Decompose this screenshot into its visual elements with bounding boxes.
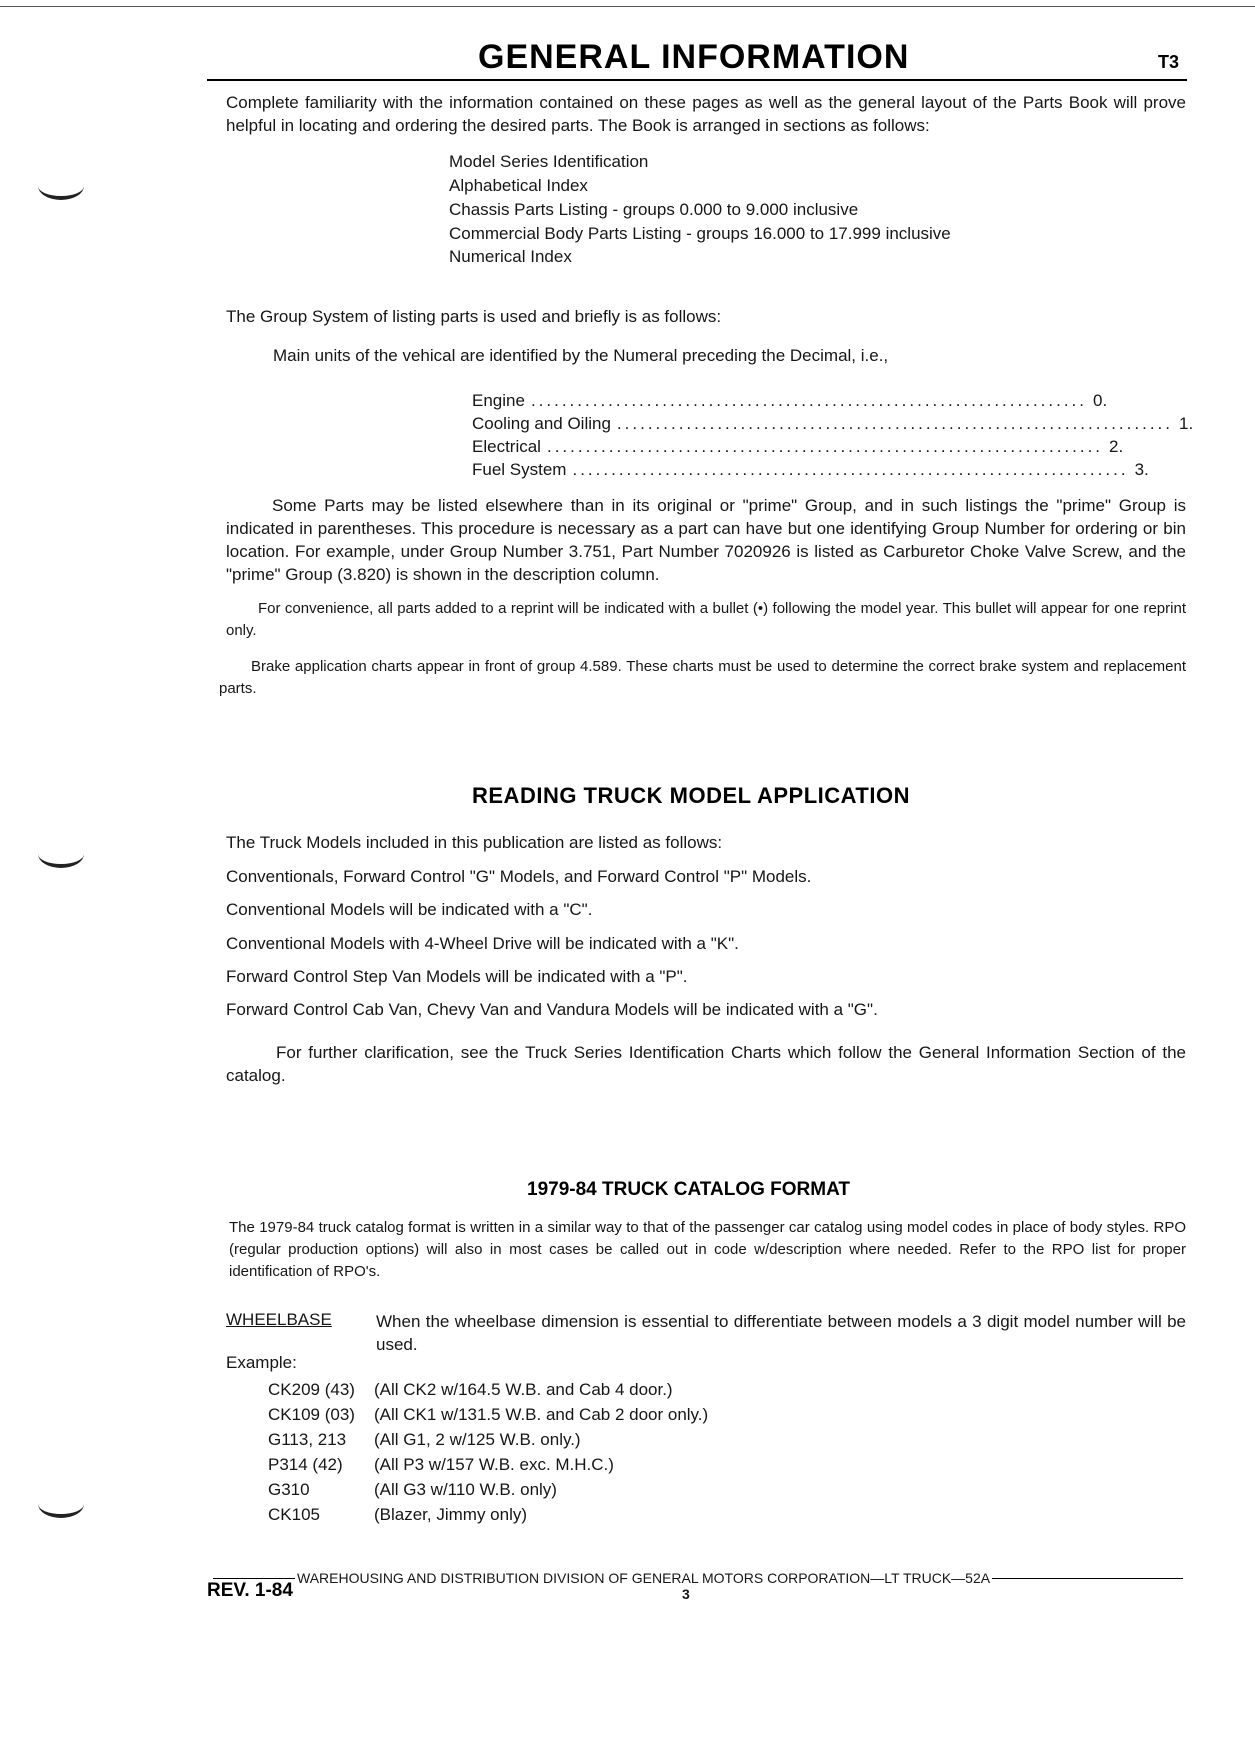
example-desc: (All P3 w/157 W.B. exc. M.H.C.) (374, 1455, 614, 1474)
example-row (268, 1453, 614, 1476)
binder-hole-mark (38, 840, 84, 868)
main-units-text: Main units of the vehical are identified by the Numeral preceding the Decimal, i.e., (273, 346, 889, 365)
brake-note: Brake application charts appear in front of group 4.589. These charts must be used to determine the correct brake system and replacement parts. (219, 658, 1186, 697)
page-number: 3 (682, 1586, 690, 1602)
group-row (472, 389, 1108, 412)
page-code: T3 (1158, 52, 1180, 72)
example-row (268, 1503, 527, 1526)
example-desc: (All G3 w/110 W.B. only) (374, 1480, 557, 1499)
example-code: G310 (268, 1480, 310, 1499)
intro-paragraph: Complete familiarity with the information contained on these pages as well as the general layout of the Parts Book will prove helpful in locating and ordering the desired parts. The Book is arranged in sections as follows: (226, 93, 1186, 135)
sections-list-item: Model Series Identification (449, 152, 649, 171)
revision-label: REV. 1-84 (207, 1580, 293, 1601)
example-desc: (All G1, 2 w/125 W.B. only.) (374, 1430, 581, 1449)
group-name: Electrical (472, 437, 541, 456)
reading-line: Conventional Models will be indicated with a "C". (226, 900, 593, 919)
example-code: P314 (42) (268, 1455, 343, 1474)
example-row (268, 1403, 708, 1426)
example-row (268, 1428, 581, 1451)
sections-list-item: Commercial Body Parts Listing - groups 16.000 to 17.999 inclusive (449, 224, 951, 243)
example-desc: (All CK2 w/164.5 W.B. and Cab 4 door.) (374, 1380, 673, 1399)
reading-section-title: READING TRUCK MODEL APPLICATION (472, 783, 910, 808)
group-system-intro: The Group System of listing parts is used and briefly is as follows: (226, 307, 722, 326)
format-section-title: 1979-84 TRUCK CATALOG FORMAT (527, 1179, 851, 1200)
example-row (268, 1478, 557, 1501)
footer-line (213, 1568, 1183, 1588)
reading-line: The Truck Models included in this publication are listed as follows: (226, 833, 723, 852)
group-row (472, 412, 1194, 435)
page-title: GENERAL INFORMATION (478, 38, 910, 76)
sections-list-item: Chassis Parts Listing - groups 0.000 to 9.000 inclusive (449, 200, 859, 219)
leader-dots: ........................................................................ (572, 460, 1129, 479)
group-number: 1. (1179, 414, 1194, 433)
sections-list-item: Numerical Index (449, 247, 572, 266)
group-name: Cooling and Oiling (472, 414, 611, 433)
example-code: CK109 (03) (268, 1405, 355, 1424)
group-row (472, 458, 1149, 481)
group-number: 3. (1134, 460, 1149, 479)
group-name: Fuel System (472, 460, 567, 479)
example-label: Example: (226, 1353, 297, 1372)
reading-line: Forward Control Cab Van, Chevy Van and Vandura Models will be indicated with a "G". (226, 1000, 878, 1019)
reading-line: Conventional Models with 4-Wheel Drive will be indicated with a "K". (226, 934, 739, 953)
example-desc: (Blazer, Jimmy only) (374, 1505, 528, 1524)
sections-list-item: Alphabetical Index (449, 176, 588, 195)
reading-line: Forward Control Step Van Models will be indicated with a "P". (226, 967, 688, 986)
group-number: 0. (1093, 391, 1108, 410)
clarification-paragraph: For further clarification, see the Truck Series Identification Charts which follow the General Information Section of the catalog. (226, 1043, 1186, 1085)
example-code: CK209 (43) (268, 1380, 355, 1399)
convenience-note: For convenience, all parts added to a reprint will be indicated with a bullet (•) following the model year. This bullet will appear for one reprint only. (226, 600, 1186, 639)
reading-line: Conventionals, Forward Control "G" Models, and Forward Control "P" Models. (226, 867, 812, 886)
leader-dots: ........................................................................ (546, 437, 1104, 456)
example-desc: (All CK1 w/131.5 W.B. and Cab 2 door only.) (374, 1405, 709, 1424)
example-row (268, 1378, 673, 1401)
header-rule (207, 79, 1187, 81)
group-name: Engine (472, 391, 525, 410)
footer-text: WAREHOUSING AND DISTRIBUTION DIVISION OF GENERAL MOTORS CORPORATION—LT TRUCK—52A (297, 1570, 991, 1586)
footer-rule-right (992, 1578, 1183, 1579)
wheelbase-label: WHEELBASE (226, 1310, 332, 1329)
example-code: CK105 (268, 1505, 320, 1524)
group-number: 2. (1109, 437, 1124, 456)
example-code: G113, 213 (268, 1430, 347, 1449)
binder-hole-mark (38, 172, 84, 200)
group-row (472, 435, 1124, 458)
top-scan-edge (0, 6, 1255, 7)
leader-dots: ........................................................................ (530, 391, 1088, 410)
prime-group-paragraph: Some Parts may be listed elsewhere than in its original or "prime" Group, and in such listings the "prime" Group is indicated in parentheses. This procedure is necessary as a part can have but one identifying Group Number for ordering or bin location. For example, under Group Number 3.751, Part Number 7020926 is listed as Carburetor Choke Valve Screw, and the "prime" Group (3.820) is shown in the description column. (226, 496, 1186, 584)
leader-dots: ........................................................................ (616, 414, 1173, 433)
format-paragraph: The 1979-84 truck catalog format is written in a similar way to that of the passenger car catalog using model codes in place of body styles. RPO (regular production options) will also in most cases be called out in code w/description where needed. Refer to the RPO list for proper identification of RPO's. (229, 1219, 1186, 1280)
wheelbase-text: When the wheelbase dimension is essential to differentiate between models a 3 digit model number will be used. (376, 1312, 1186, 1354)
binder-hole-mark (38, 1490, 84, 1518)
footer-rule-left (213, 1578, 295, 1579)
